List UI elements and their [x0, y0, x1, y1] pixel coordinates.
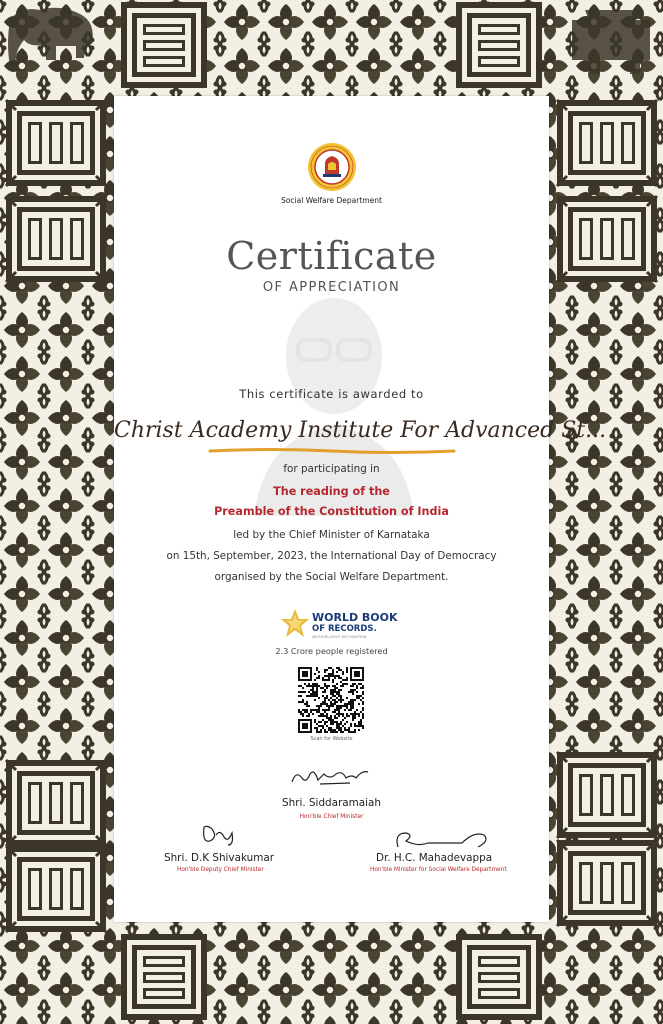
department-name: Social Welfare Department	[281, 196, 382, 205]
signature-chief-minister	[290, 766, 370, 788]
awarded-text: This certificate is awarded to	[239, 387, 424, 401]
karnataka-emblem	[307, 142, 357, 192]
registered-count: 2.3 Crore people registered	[275, 646, 388, 656]
participating-text: for participating in	[283, 463, 380, 475]
event-line-2: Preamble of the Constitution of India	[214, 505, 449, 518]
event-line-1: The reading of the	[273, 485, 390, 498]
portrait-watermark	[244, 286, 424, 516]
signature-social-welfare-minister	[392, 827, 492, 851]
deputy-cm-role: Hon'ble Deputy Chief Minister	[177, 867, 264, 873]
chief-minister-name: Shri. Siddaramaiah	[282, 797, 381, 809]
deputy-cm-name: Shri. D.K Shivakumar	[164, 852, 274, 864]
certificate-panel	[114, 96, 607, 922]
qr-code[interactable]	[298, 667, 364, 733]
recipient-name: Christ Academy Institute For Advanced St...	[114, 418, 607, 443]
certificate-subtitle: OF APPRECIATION	[262, 280, 401, 295]
signature-deputy-cm	[200, 823, 240, 847]
wbr-tagline: AN EXCELLENCE RECOGNITION	[312, 635, 367, 639]
organised-by-text: organised by the Social Welfare Department.	[214, 571, 449, 583]
qr-caption: Scan for Website	[310, 736, 353, 742]
certificate-title: Certificate	[226, 234, 437, 278]
led-by-text: led by the Chief Minister of Karnataka	[233, 529, 430, 541]
social-welfare-minister-name: Dr. H.C. Mahadevappa	[376, 852, 493, 864]
wbr-logo-line-2: OF RECORDS.	[312, 624, 377, 634]
social-welfare-minister-role: Hon'ble Minister for Social Welfare Department	[370, 867, 507, 873]
wbr-logo-line-1: WORLD BOOK	[312, 611, 398, 624]
recipient-underline	[210, 448, 454, 454]
chief-minister-role: Hon'ble Chief Minister	[299, 814, 364, 820]
star-icon	[280, 608, 310, 638]
date-line: on 15th, September, 2023, the International Day of Democracy	[166, 550, 497, 562]
